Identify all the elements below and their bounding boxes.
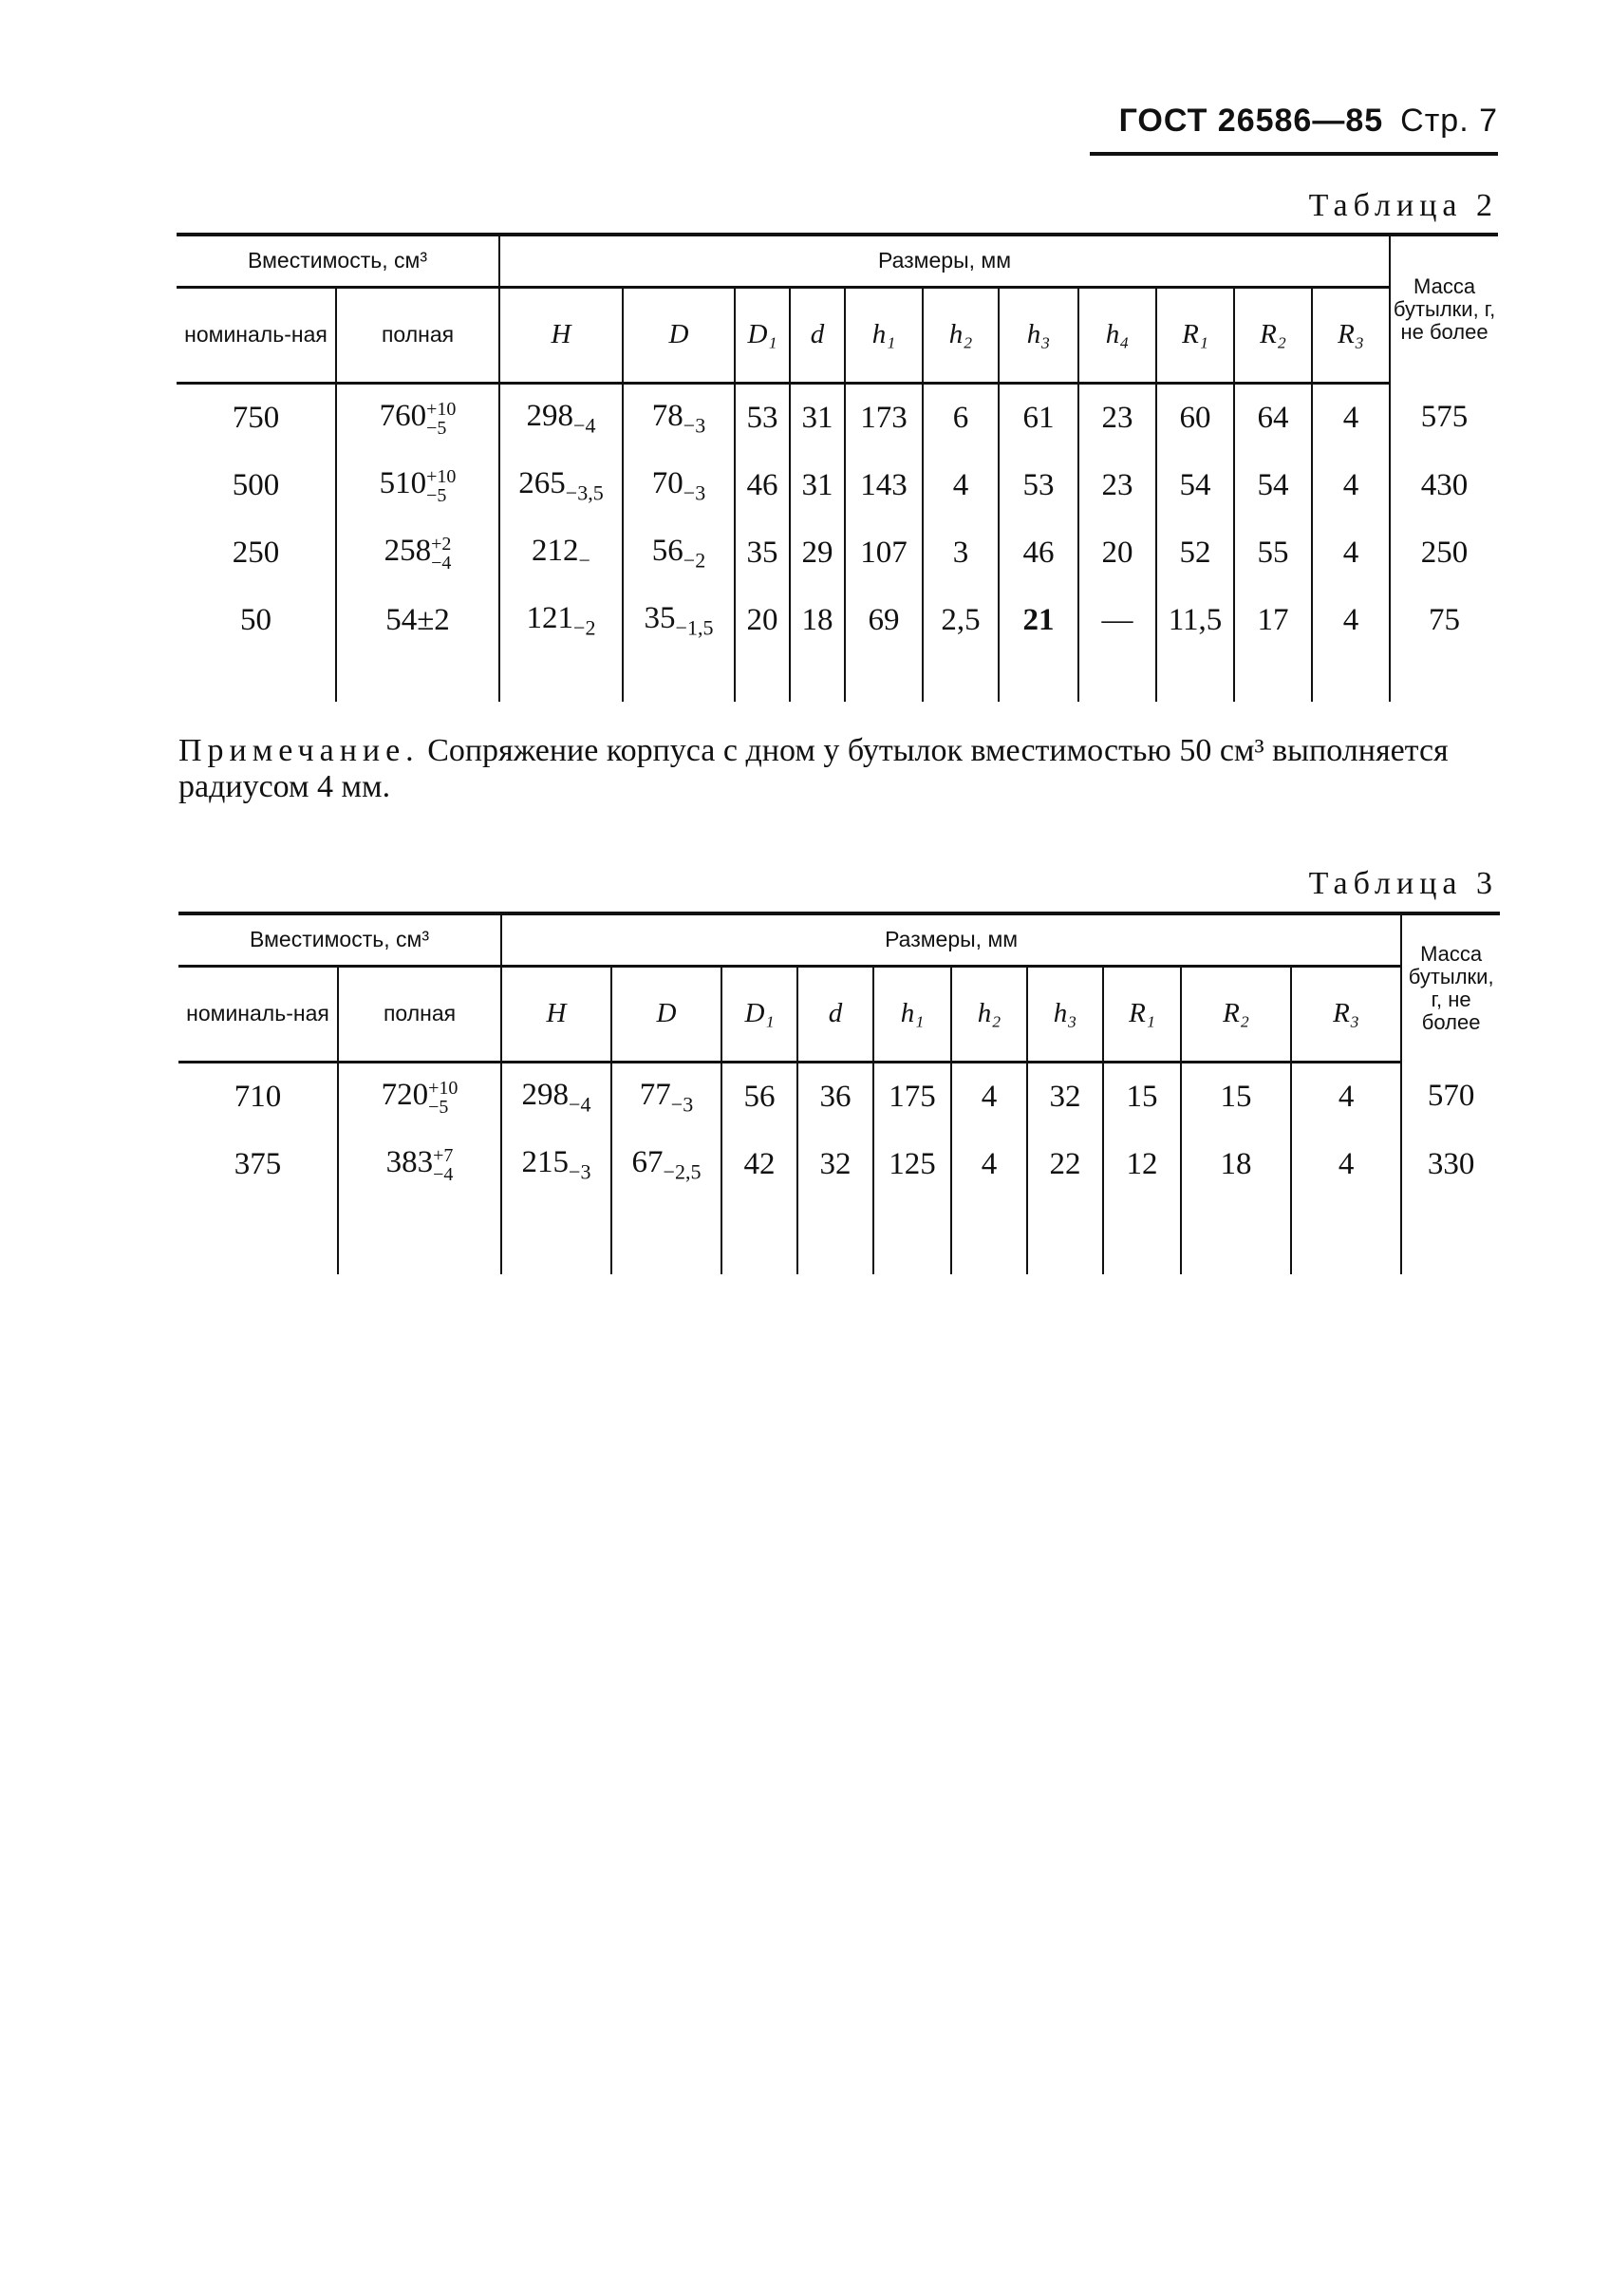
t2-mass: 575: [1420, 400, 1469, 435]
table2-note: [178, 733, 1498, 805]
t2-mass-header: Масса бутылки, г, не более: [1390, 235, 1498, 384]
t3-nominal: 375: [178, 1131, 338, 1198]
table2-caption: Таблица 2: [1308, 188, 1498, 223]
t3-h2: 4: [951, 1131, 1027, 1198]
t3-mass: 330: [1427, 1147, 1475, 1181]
table-row-spacer: [177, 654, 1498, 702]
t2-R3: 4: [1312, 587, 1390, 654]
t2-nominal: 50: [177, 587, 336, 654]
t2-h3: 61: [999, 384, 1078, 453]
t2-D1: 35: [735, 519, 790, 587]
table3-caption: Таблица 3: [1308, 866, 1498, 901]
t3-col-D1: D₁: [721, 967, 797, 1063]
page-number: Стр. 7: [1400, 103, 1498, 139]
t2-capacity-header: Вместимость, см³: [177, 235, 499, 288]
t2-full: 54±2: [336, 587, 499, 654]
t2-H: $121_{-2}$: [499, 587, 623, 654]
header-rule: [1090, 152, 1498, 156]
t2-nominal-header: номиналь-ная: [177, 288, 336, 384]
t3-D: $67_{-2,5}$: [611, 1131, 721, 1198]
t2-R2: 54: [1234, 452, 1312, 519]
t2-R3: 4: [1312, 452, 1390, 519]
t2-h3: 46: [999, 519, 1078, 587]
t2-nominal: 500: [177, 452, 336, 519]
t2-D1: 53: [735, 384, 790, 453]
t2-R1: 11,5: [1156, 587, 1234, 654]
t3-mass-header: Масса бутылки, г, не более: [1401, 913, 1500, 1063]
t2-nominal: 250: [177, 519, 336, 587]
t3-R3: 4: [1291, 1131, 1401, 1198]
table2: [177, 233, 1498, 702]
t2-h1: 173: [845, 384, 923, 453]
t2-h4: 23: [1078, 452, 1156, 519]
t3-col-h1: h₁: [873, 967, 951, 1063]
t3-col-h3: h₃: [1027, 967, 1103, 1063]
t3-full: 720 +10 −5: [338, 1063, 501, 1132]
t2-h4: —: [1078, 587, 1156, 654]
t2-H: $265_{-3,5}$: [499, 452, 623, 519]
t3-mass: 570: [1427, 1079, 1475, 1114]
t3-nominal-header: номиналь-ная: [178, 967, 338, 1063]
note-label: Примечание.: [178, 733, 420, 768]
t3-h1: 175: [873, 1063, 951, 1132]
t3-col-R1: R₁: [1103, 967, 1181, 1063]
t2-h4: 23: [1078, 384, 1156, 453]
table-row-spacer: [178, 1198, 1500, 1274]
t2-R3: 4: [1312, 519, 1390, 587]
t2-D: $35_{-1,5}$: [623, 587, 735, 654]
t2-h2: 4: [923, 452, 999, 519]
t2-R3: 4: [1312, 384, 1390, 453]
t2-D: $70_{-3}$: [623, 452, 735, 519]
table-row: [178, 1131, 1500, 1198]
t2-h3: 21: [999, 587, 1078, 654]
t2-d: 31: [790, 384, 845, 453]
t2-full: 258 +2 −4: [336, 519, 499, 587]
table3: [178, 912, 1500, 1274]
t3-d: 36: [797, 1063, 873, 1132]
t2-D: $56_{-2}$: [623, 519, 735, 587]
t2-d: 31: [790, 452, 845, 519]
t3-H: $215_{-3}$: [501, 1131, 611, 1198]
t2-R2: 17: [1234, 587, 1312, 654]
t3-R1: 15: [1103, 1063, 1181, 1132]
t2-D1: 20: [735, 587, 790, 654]
table-row: [177, 519, 1498, 587]
table-row: [177, 452, 1498, 519]
t2-mass: 75: [1429, 603, 1461, 637]
page-header: [1119, 103, 1498, 140]
t2-h1: 107: [845, 519, 923, 587]
t2-h2: 6: [923, 384, 999, 453]
table-row: [177, 587, 1498, 654]
t3-R2: 18: [1181, 1131, 1291, 1198]
t3-H: $298_{-4}$: [501, 1063, 611, 1132]
t3-d: 32: [797, 1131, 873, 1198]
t2-col-d: d: [790, 288, 845, 384]
t2-h3: 53: [999, 452, 1078, 519]
t2-h2: 3: [923, 519, 999, 587]
note-text: Сопряжение корпуса с дном у бутылок вместимостью 50 см³ выполняется радиусом 4 мм.: [178, 733, 1449, 804]
t2-d: 29: [790, 519, 845, 587]
t2-nominal: 750: [177, 384, 336, 453]
table-row: [178, 1063, 1500, 1132]
t2-col-R1: R₁: [1156, 288, 1234, 384]
t2-full: 510 +10 −5: [336, 452, 499, 519]
standard-number: ГОСТ 26586—85: [1118, 103, 1384, 139]
t3-nominal: 710: [178, 1063, 338, 1132]
t3-col-d: d: [797, 967, 873, 1063]
t2-R1: 60: [1156, 384, 1234, 453]
t2-col-R3: R₃: [1312, 288, 1390, 384]
t2-H: $298_{-4}$: [499, 384, 623, 453]
t2-R2: 64: [1234, 384, 1312, 453]
t3-R1: 12: [1103, 1131, 1181, 1198]
t2-dimensions-header: Размеры, мм: [499, 235, 1390, 288]
t2-h1: 69: [845, 587, 923, 654]
t2-col-R2: R₂: [1234, 288, 1312, 384]
t2-mass: 250: [1420, 536, 1469, 570]
t2-R1: 54: [1156, 452, 1234, 519]
t2-full: 760 +10 −5: [336, 384, 499, 453]
t2-h2: 2,5: [923, 587, 999, 654]
t3-full: 383 +7 −4: [338, 1131, 501, 1198]
t3-h3: 22: [1027, 1131, 1103, 1198]
t2-col-h3: h₃: [999, 288, 1078, 384]
t2-h1: 143: [845, 452, 923, 519]
t3-R3: 4: [1291, 1063, 1401, 1132]
t2-h4: 20: [1078, 519, 1156, 587]
t3-full-header: полная: [338, 967, 501, 1063]
t2-D: $78_{-3}$: [623, 384, 735, 453]
t3-R2: 15: [1181, 1063, 1291, 1132]
t2-col-D1: D₁: [735, 288, 790, 384]
t3-D: $77_{-3}$: [611, 1063, 721, 1132]
t2-H: $212_-$: [499, 519, 623, 587]
t2-col-H: H: [499, 288, 623, 384]
t3-h1: 125: [873, 1131, 951, 1198]
table-row: [177, 384, 1498, 453]
t2-col-h1: h₁: [845, 288, 923, 384]
t3-col-R3: R₃: [1291, 967, 1401, 1063]
t3-D1: 42: [721, 1131, 797, 1198]
t2-col-h2: h₂: [923, 288, 999, 384]
t3-h2: 4: [951, 1063, 1027, 1132]
t3-D1: 56: [721, 1063, 797, 1132]
t2-full-header: полная: [336, 288, 499, 384]
t2-mass: 430: [1420, 468, 1469, 502]
t3-col-H: H: [501, 967, 611, 1063]
t3-capacity-header: Вместимость, см³: [178, 913, 501, 967]
t2-D1: 46: [735, 452, 790, 519]
t2-R1: 52: [1156, 519, 1234, 587]
t3-h3: 32: [1027, 1063, 1103, 1132]
t2-d: 18: [790, 587, 845, 654]
t2-R2: 55: [1234, 519, 1312, 587]
t2-col-D: D: [623, 288, 735, 384]
t3-col-h2: h₂: [951, 967, 1027, 1063]
t2-col-h4: h₄: [1078, 288, 1156, 384]
t3-dimensions-header: Размеры, мм: [501, 913, 1401, 967]
t3-col-D: D: [611, 967, 721, 1063]
t3-col-R2: R₂: [1181, 967, 1291, 1063]
